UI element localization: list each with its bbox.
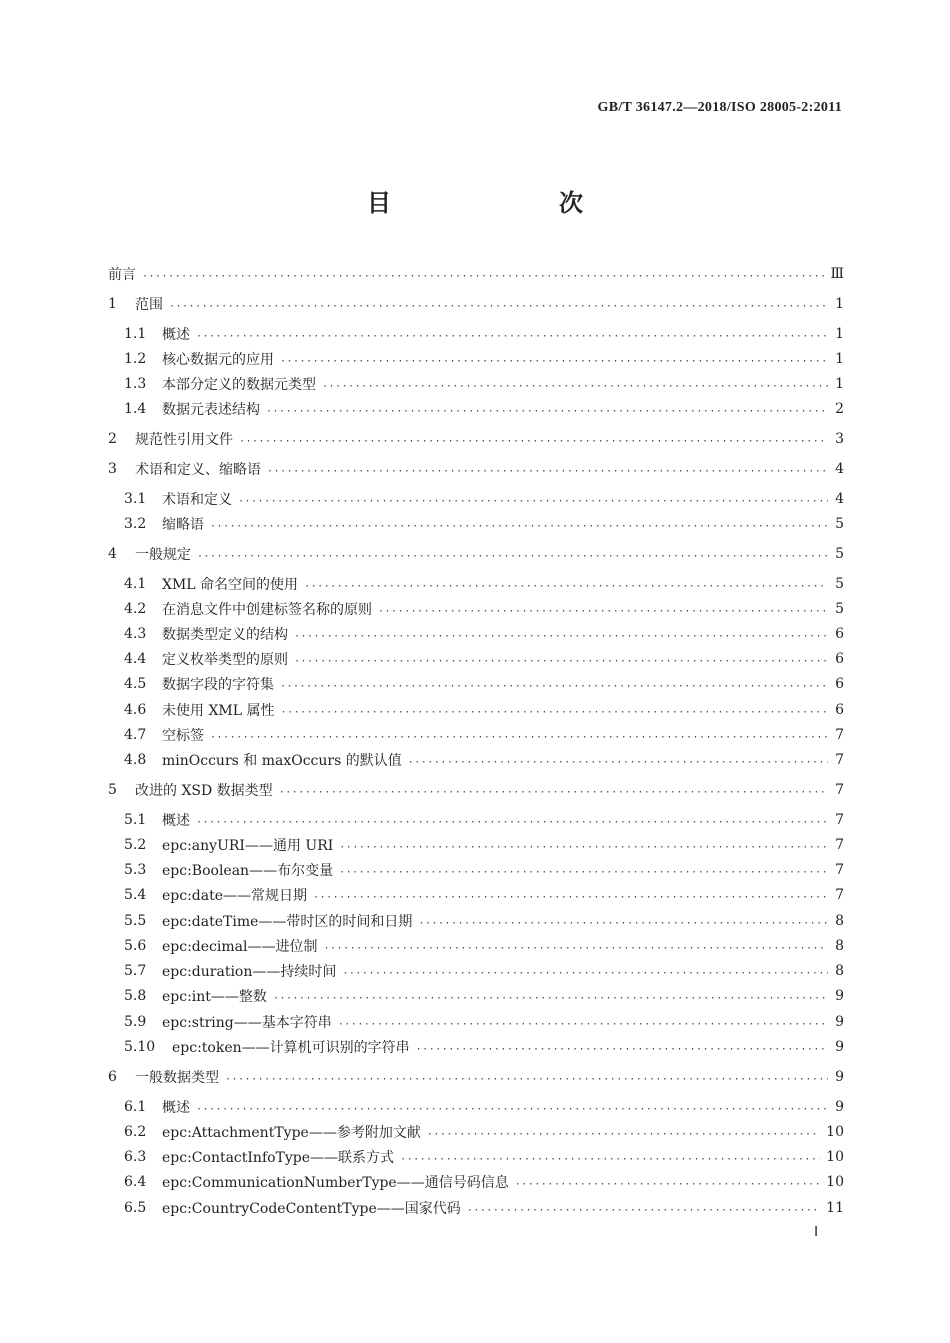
toc-leader-dots (279, 787, 828, 798)
toc-page-number: 6 (835, 651, 844, 667)
toc-entry-label: epc:Boolean——布尔变量 (162, 863, 334, 879)
toc-leader-dots (238, 496, 828, 507)
toc-leader-dots (322, 381, 828, 392)
toc-entry-number: 4.8 (124, 752, 147, 768)
toc-entry-number: 1.3 (124, 376, 147, 392)
toc-leader-dots (418, 918, 828, 929)
toc-leader-dots (225, 1074, 828, 1085)
toc-entry[interactable] (108, 808, 844, 832)
toc-entry-label: 改进的 XSD 数据类型 (135, 783, 273, 799)
toc-page-number: 9 (835, 1014, 844, 1030)
toc-entry-label: 术语和定义 (162, 492, 232, 508)
toc-entry[interactable] (108, 1095, 844, 1119)
toc-page-number: 7 (835, 862, 844, 878)
toc-entry[interactable] (108, 984, 844, 1008)
toc-leader-dots (304, 581, 828, 592)
toc-leader-dots (280, 356, 828, 367)
toc-page-number: 10 (826, 1174, 844, 1190)
toc-leader-dots (273, 993, 828, 1004)
toc-leader-dots (338, 1019, 828, 1030)
toc-entry[interactable] (108, 347, 844, 371)
toc-page-number: 7 (835, 812, 844, 828)
toc-leader-dots (467, 1205, 820, 1216)
toc-page-number: 9 (835, 1069, 844, 1085)
page-title: 目 次 (367, 188, 623, 217)
toc-entry[interactable] (108, 1145, 844, 1169)
toc-entry-number: 5.10 (124, 1039, 156, 1055)
toc-entry-number: 4 (108, 546, 117, 562)
toc-entry-label: epc:date——常规日期 (162, 888, 308, 904)
toc-entry[interactable] (108, 723, 844, 747)
toc-entry[interactable] (108, 512, 844, 536)
toc-entry[interactable] (108, 372, 844, 396)
toc-entry[interactable] (108, 934, 844, 958)
toc-entry-number: 4.3 (124, 626, 147, 642)
toc-leader-dots (196, 331, 828, 342)
toc-entry-label: epc:token——计算机可识别的字符串 (172, 1040, 410, 1056)
toc-leader-dots (196, 1104, 828, 1115)
toc-page-number: 7 (835, 752, 844, 768)
standard-code: GB/T 36147.2—2018/ISO 28005-2:2011 (597, 100, 842, 115)
toc-page-number: 8 (835, 963, 844, 979)
toc-entry-label: 定义枚举类型的原则 (162, 652, 288, 668)
toc-leader-dots (267, 466, 828, 477)
toc-entry-number: 5.2 (124, 837, 147, 853)
toc-entry-number: 6 (108, 1069, 117, 1085)
toc-leader-dots (266, 406, 828, 417)
toc-entry-label: 一般规定 (135, 547, 191, 563)
toc-entry[interactable] (108, 672, 844, 696)
toc-entry-label: epc:anyURI——通用 URI (162, 838, 334, 854)
toc-entry-number: 1.4 (124, 401, 147, 417)
toc-entry-number: 6.2 (124, 1124, 147, 1140)
toc-page-number: 7 (835, 782, 844, 798)
toc-page-number: 6 (835, 626, 844, 642)
toc-page-number: 5 (835, 601, 844, 617)
toc-entry-number: 1.2 (124, 351, 147, 367)
toc-page-number: 11 (826, 1200, 844, 1216)
toc-leader-dots (313, 892, 828, 903)
toc-entry-number: 4.5 (124, 676, 147, 692)
toc-entry-label: 缩略语 (162, 517, 204, 533)
toc-entry-label: epc:int——整数 (162, 989, 267, 1005)
toc-entry-number: 5.4 (124, 887, 147, 903)
toc-entry-number: 3.2 (124, 516, 147, 532)
toc-entry-label: 空标签 (162, 728, 204, 744)
toc-entry-label: epc:ContactInfoType——联系方式 (162, 1150, 395, 1166)
toc-entry[interactable] (108, 487, 844, 511)
toc-leader-dots (339, 842, 828, 853)
toc-entry-number: 5.5 (124, 913, 147, 929)
toc-entry-label: 规范性引用文件 (135, 432, 233, 448)
toc-entry[interactable] (108, 622, 844, 646)
toc-entry[interactable] (108, 1010, 844, 1034)
toc-entry-number: 6.1 (124, 1099, 147, 1115)
toc-entry-number: 5.9 (124, 1014, 147, 1030)
toc-entry[interactable] (108, 698, 844, 722)
toc-page-number: 4 (835, 461, 844, 477)
toc-entry-label: 概述 (162, 813, 190, 829)
toc-leader-dots (196, 817, 828, 828)
toc-leader-dots (281, 707, 829, 718)
toc-page-number: 1 (835, 296, 844, 312)
toc-entry[interactable] (108, 1120, 844, 1144)
toc-entry-number: 1 (108, 296, 117, 312)
toc-leader-dots (427, 1129, 820, 1140)
toc-page-number: 10 (826, 1124, 844, 1140)
toc-entry[interactable] (108, 1035, 844, 1059)
toc-page-number: 1 (835, 351, 844, 367)
toc-leader-dots (400, 1154, 820, 1165)
toc-leader-dots (197, 551, 828, 562)
toc-page-number: 1 (835, 326, 844, 342)
toc-leader-dots (210, 521, 828, 532)
toc-page-number: 3 (835, 431, 844, 447)
toc-entry-number: 5.1 (124, 812, 147, 828)
toc-page-number: 5 (835, 516, 844, 532)
toc-page-number: 8 (835, 938, 844, 954)
toc-leader-dots (342, 968, 828, 979)
toc-entry-label: 范围 (135, 297, 163, 313)
toc-entry-label: 本部分定义的数据元类型 (162, 377, 316, 393)
toc-entry-label: 在消息文件中创建标签名称的原则 (162, 602, 372, 618)
toc-entry[interactable] (108, 858, 844, 882)
toc-entry-number: 4.6 (124, 702, 147, 718)
toc-entry-number: 6.5 (124, 1200, 147, 1216)
toc-entry[interactable] (108, 542, 844, 566)
toc-entry[interactable] (108, 572, 844, 596)
toc-entry-number: 4.7 (124, 727, 147, 743)
toc-entry-label: 一般数据类型 (135, 1070, 219, 1086)
toc-entry[interactable] (108, 833, 844, 857)
toc-entry[interactable] (108, 748, 844, 772)
toc-entry-number: 3.1 (124, 491, 147, 507)
toc-entry[interactable] (108, 397, 844, 421)
toc-entry-number: 4.1 (124, 576, 147, 592)
toc-entry[interactable] (108, 427, 844, 451)
toc-entry-label: 数据类型定义的结构 (162, 627, 288, 643)
toc-leader-dots (294, 631, 828, 642)
page-folio: Ⅰ (814, 1225, 819, 1240)
toc-entry[interactable] (108, 778, 844, 802)
toc-entry-label: epc:string——基本字符串 (162, 1015, 332, 1031)
toc-leader-dots (515, 1179, 820, 1190)
toc-entry-number: 5.3 (124, 862, 147, 878)
toc-entry[interactable] (108, 1170, 844, 1194)
toc-entry-number: 4.4 (124, 651, 147, 667)
toc-entry[interactable] (108, 457, 844, 481)
toc-entry[interactable] (108, 597, 844, 621)
toc-page-number: 9 (835, 1099, 844, 1115)
toc-page-number: 5 (835, 576, 844, 592)
toc-entry-label: epc:CountryCodeContentType——国家代码 (162, 1201, 461, 1217)
toc-entry-label: 核心数据元的应用 (162, 352, 274, 368)
toc-entry[interactable] (108, 909, 844, 933)
toc-entry[interactable] (108, 262, 844, 286)
toc-entry-label: epc:dateTime——带时区的时间和日期 (162, 914, 413, 930)
toc-entry[interactable] (108, 883, 844, 907)
toc-entry-label: epc:CommunicationNumberType——通信号码信息 (162, 1175, 509, 1191)
toc-entry-number: 5.6 (124, 938, 147, 954)
toc-entry-number: 1.1 (124, 326, 147, 342)
toc-page-number: 2 (835, 401, 844, 417)
toc-page-number: 8 (835, 913, 844, 929)
toc-entry-number: 5.8 (124, 988, 147, 1004)
toc-entry-label: XML 命名空间的使用 (162, 577, 299, 593)
toc-entry-label: epc:duration——持续时间 (162, 964, 337, 980)
toc-page-number: 10 (826, 1149, 844, 1165)
toc-entry-number: 6.4 (124, 1174, 147, 1190)
toc-entry[interactable] (108, 647, 844, 671)
toc-entry-label: 概述 (162, 1100, 190, 1116)
toc-page-number: 6 (835, 676, 844, 692)
toc-leader-dots (323, 943, 828, 954)
toc-leader-dots (210, 732, 828, 743)
toc-page-number: 1 (835, 376, 844, 392)
toc-page-number: 9 (835, 988, 844, 1004)
toc-entry-label: epc:decimal——进位制 (162, 939, 318, 955)
toc-leader-dots (169, 301, 828, 312)
toc-page-number: 7 (835, 887, 844, 903)
toc-leader-dots (339, 867, 828, 878)
toc-leader-dots (142, 271, 824, 282)
toc-leader-dots (239, 436, 828, 447)
toc-page-number: 4 (835, 491, 844, 507)
toc-entry-label: 数据字段的字符集 (162, 677, 274, 693)
toc-entry[interactable] (108, 959, 844, 983)
toc-entry-number: 2 (108, 431, 117, 447)
toc-page-number: 7 (835, 727, 844, 743)
toc-entry-number: 6.3 (124, 1149, 147, 1165)
toc-page-number: Ⅲ (830, 266, 844, 282)
toc-entry[interactable] (108, 1196, 844, 1220)
toc-entry-number: 5.7 (124, 963, 147, 979)
toc-entry[interactable] (108, 1065, 844, 1089)
toc-entry[interactable] (108, 322, 844, 346)
toc-entry-label: 未使用 XML 属性 (162, 703, 275, 719)
toc-page-number: 7 (835, 837, 844, 853)
toc-leader-dots (416, 1044, 828, 1055)
toc-entry-label: 数据元表述结构 (162, 402, 260, 418)
toc-entry-number: 3 (108, 461, 117, 477)
toc-entry-label: 概述 (162, 327, 190, 343)
toc-entry[interactable] (108, 292, 844, 316)
toc-entry-label: minOccurs 和 maxOccurs 的默认值 (162, 753, 402, 769)
toc-leader-dots (378, 606, 828, 617)
toc-leader-dots (280, 681, 828, 692)
toc-page-number: 6 (835, 702, 844, 718)
toc-entry-label: 前言 (108, 267, 136, 283)
toc-leader-dots (408, 757, 828, 768)
toc-entry-label: 术语和定义、缩略语 (135, 462, 261, 478)
toc-page-number: 9 (835, 1039, 844, 1055)
toc-entry-number: 4.2 (124, 601, 147, 617)
toc-page-number: 5 (835, 546, 844, 562)
toc-leader-dots (294, 656, 828, 667)
toc-entry-label: epc:AttachmentType——参考附加文献 (162, 1125, 421, 1141)
toc-entry-number: 5 (108, 782, 117, 798)
